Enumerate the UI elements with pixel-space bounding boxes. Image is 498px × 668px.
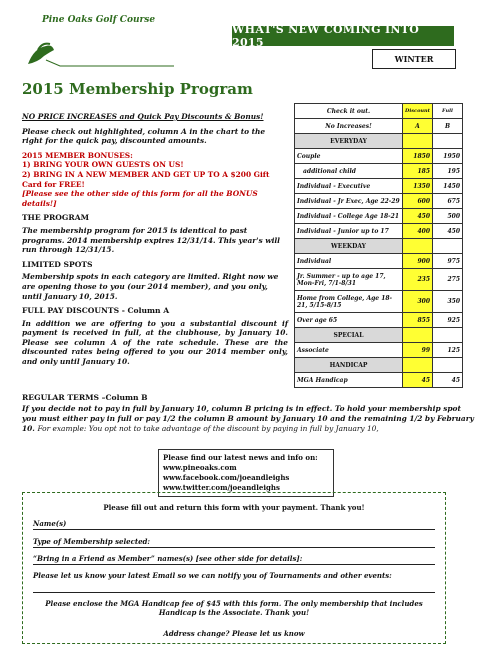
rate-row [295, 313, 463, 328]
rate-discount-value: 45 [402, 373, 432, 388]
page-title: 2015 Membership Program [22, 80, 253, 98]
rate-row [295, 343, 463, 358]
rate-label: Individual [295, 254, 403, 269]
rate-section-label: WEEKDAY [295, 239, 403, 254]
rate-section-filler [433, 328, 463, 343]
left-column [22, 112, 288, 372]
rate-section-filler [402, 134, 432, 149]
news-link-website[interactable]: www.pineoaks.com [163, 463, 237, 472]
bonus-heading: 2015 MEMBER BONUSES: [22, 150, 133, 160]
rate-section-filler [433, 239, 463, 254]
rate-full-value: 1950 [433, 149, 463, 164]
news-heading: Please find our latest news and info on: [163, 453, 318, 462]
membership-type-field[interactable]: Type of Membership selected: [33, 537, 435, 548]
rate-section-label: HANDICAP [295, 358, 403, 373]
rate-full-value: 925 [433, 313, 463, 328]
rate-section-label: SPECIAL [295, 328, 403, 343]
rate-row [295, 194, 463, 209]
rate-section-row [295, 134, 463, 149]
bonus-2: 2) BRING IN A NEW MEMBER AND GET UP TO A $200 Gift Card for FREE! [22, 169, 270, 189]
rate-discount-value: 855 [402, 313, 432, 328]
col-b-header: B [433, 119, 463, 134]
rate-row [295, 179, 463, 194]
news-link-twitter[interactable]: www.twitter.com/joeandleighs [163, 483, 280, 492]
regular-terms [22, 404, 478, 434]
friend-names-field[interactable]: “Bring in a Friend as Member” names(s) [see other side for details]: [33, 554, 435, 565]
news-link-facebook[interactable]: www.facebook.com/joeandleighs [163, 473, 290, 482]
rate-section-filler [402, 328, 432, 343]
limited-heading: LIMITED SPOTS [22, 259, 93, 269]
regular-example: For example: You opt not to take advantage of the discount by paying in full by January 10, [37, 424, 379, 433]
rate-label: additional child [295, 164, 403, 179]
limited-text: Membership spots in each category are limited. Right now we are opening those to you (our 2014 member), and you only, until January 10, 2015. [22, 272, 279, 301]
col-a-header: A [402, 119, 432, 134]
bonus-3: [Please see the other side of this form for all the BONUS details!] [22, 189, 258, 208]
rate-check-label: Check it out. [295, 104, 403, 119]
rate-label: Jr. Summer - up to age 17, Mon-Fri, 7/1-8/31 [295, 269, 403, 291]
rate-full-value: 975 [433, 254, 463, 269]
form-title: Please fill out and return this form with your payment. Thank you! [103, 503, 365, 512]
rate-discount-value: 400 [402, 224, 432, 239]
fullpay-heading: FULL PAY DISCOUNTS - Column A [22, 306, 170, 316]
rate-row [295, 373, 463, 388]
rate-row [295, 269, 463, 291]
rate-full-value: 675 [433, 194, 463, 209]
rate-label: Over age 65 [295, 313, 403, 328]
rate-full-value: 350 [433, 291, 463, 313]
season-label: WINTER [372, 49, 456, 69]
rate-section-filler [402, 239, 432, 254]
intro-text: Please check out highlighted, column A in the chart to the right for the quick pay, discounted amounts. [22, 126, 266, 146]
rate-discount-value: 450 [402, 209, 432, 224]
rate-row [295, 291, 463, 313]
rate-label: Individual - College Age 18-21 [295, 209, 403, 224]
regular-text: If you decide not to pay in full by January 10, column B pricing is in effect. To hold your membership spot you must either pay in full or pay 1/2 the column B amount by January 10 and the remaining 1/2 by February 10. [22, 404, 474, 433]
rate-full-value: 500 [433, 209, 463, 224]
program-heading: THE PROGRAM [22, 213, 89, 223]
rate-full-value: 450 [433, 224, 463, 239]
return-form [22, 492, 446, 644]
rate-label: Associate [295, 343, 403, 358]
rate-section-row [295, 328, 463, 343]
name-field[interactable]: Name(s) [33, 519, 435, 530]
rate-section-label: EVERYDAY [295, 134, 403, 149]
rate-label: Individual - Executive [295, 179, 403, 194]
rate-label: Home from College, Age 18-21, 5/15-8/15 [295, 291, 403, 313]
rate-label: Individual - Jr Exec, Age 22-29 [295, 194, 403, 209]
rate-label: Couple [295, 149, 403, 164]
rate-full-value: 1450 [433, 179, 463, 194]
rate-table [294, 103, 463, 388]
fullpay-text: In addition we are offering to you a substantial discount if payment is received in full, at the clubhouse, by January 10. Please see column A of the rate schedule. These are the discounted rates being offered to you our 2014 member only, and only until January 10. [22, 318, 288, 367]
logo-text: Pine Oaks Golf Course [42, 15, 156, 25]
email-field[interactable]: Please let us know your latest Email so we can notify you of Tournaments and other events: [33, 571, 435, 593]
rate-row [295, 254, 463, 269]
rate-discount-value: 185 [402, 164, 432, 179]
rate-full-value: 125 [433, 343, 463, 358]
intro-headline: NO PRICE INCREASES and Quick Pay Discounts & Bonus! [22, 112, 264, 121]
rate-section-filler [433, 358, 463, 373]
rate-row [295, 209, 463, 224]
rate-section-row [295, 358, 463, 373]
rate-full-value: 45 [433, 373, 463, 388]
bonus-1: 1) BRING YOUR OWN GUESTS ON US! [22, 160, 184, 170]
news-box [158, 449, 334, 497]
rate-discount-value: 235 [402, 269, 432, 291]
rate-row [295, 164, 463, 179]
rate-label: MGA Handicap [295, 373, 403, 388]
address-change-note[interactable]: Address change? Please let us know [163, 629, 305, 638]
rate-label: Individual - Junior up to 17 [295, 224, 403, 239]
rate-noinc-label: No Increases! [295, 119, 403, 134]
rate-section-row [295, 239, 463, 254]
golfer-logo-icon [24, 40, 194, 70]
rate-full-value: 195 [433, 164, 463, 179]
rate-section-filler [402, 358, 432, 373]
col-discount-header: Discount [402, 104, 432, 119]
rate-row [295, 149, 463, 164]
rate-section-filler [433, 134, 463, 149]
mga-note: Please enclose the MGA Handicap fee of $45 with this form. The only membership that includes Handicap is the Associate. Thank you! [45, 599, 423, 617]
rate-discount-value: 1350 [402, 179, 432, 194]
rate-discount-value: 900 [402, 254, 432, 269]
rate-discount-value: 1850 [402, 149, 432, 164]
rate-full-value: 275 [433, 269, 463, 291]
program-text: The membership program for 2015 is identical to past programs. 2014 membership expires 12/31/14. This year's will run through 12/31/15. [22, 225, 280, 255]
regular-heading: REGULAR TERMS –Column B [22, 393, 148, 402]
rate-discount-value: 300 [402, 291, 432, 313]
rate-row [295, 224, 463, 239]
col-full-header: Full [433, 104, 463, 119]
header-banner: WHAT'S NEW COMING INTO 2015 [232, 26, 454, 46]
rate-discount-value: 600 [402, 194, 432, 209]
rate-discount-value: 99 [402, 343, 432, 358]
